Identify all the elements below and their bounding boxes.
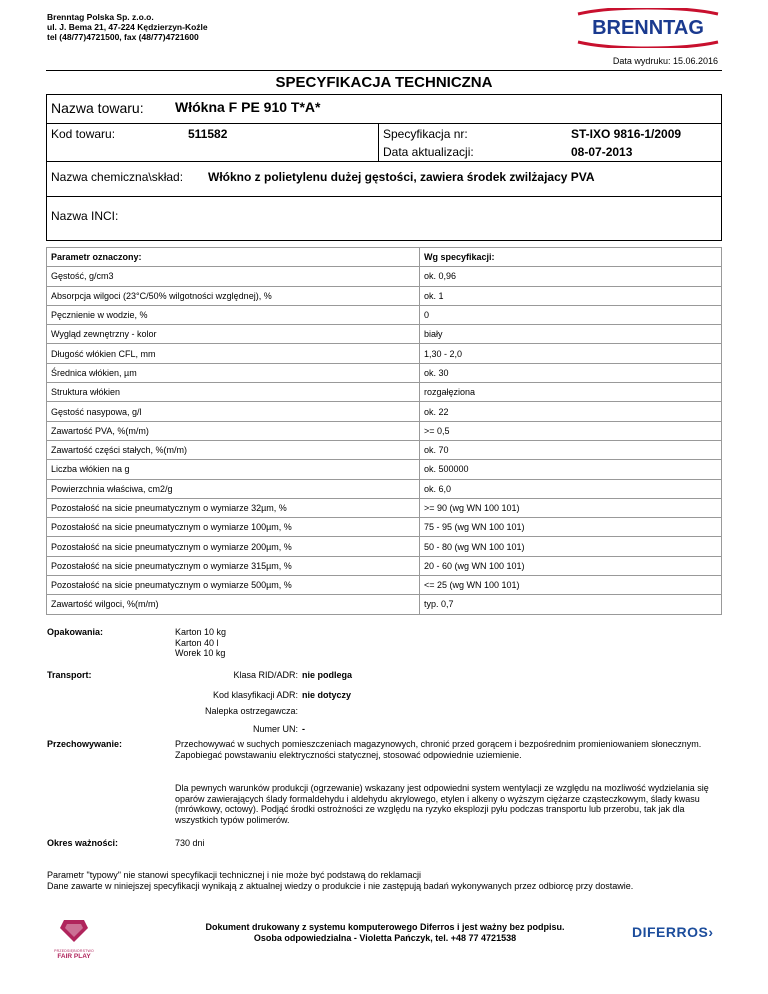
fair-play-text: FAIR PLAY: [57, 953, 91, 960]
table-row: [47, 325, 722, 344]
validity-label: Okres ważności:: [47, 838, 119, 848]
footer-line-1: Dokument drukowany z systemu komputerowego Diferros i jest ważny bez podpisu.: [205, 922, 565, 932]
print-date: Data wydruku: 15.06.2016: [612, 56, 718, 66]
parameter-cell: Liczba włókien na g: [47, 460, 420, 479]
update-date-value: 08-07-2013: [571, 145, 633, 159]
specification-cell: 20 - 60 (wg WN 100 101): [420, 556, 722, 575]
parameter-cell: Pozostałość na sicie pneumatycznym o wymiarze 32µm, %: [47, 498, 420, 517]
table-row: [47, 576, 722, 595]
document-title: SPECYFIKACJA TECHNICZNA: [275, 74, 493, 91]
parameter-cell: Gęstość nasypowa, g/l: [47, 402, 420, 421]
table-row: [47, 383, 722, 402]
table-row: [47, 537, 722, 556]
specification-cell: 1,30 - 2,0: [420, 344, 722, 363]
chemical-name-label: Nazwa chemiczna\skład:: [51, 170, 184, 184]
adr-code-label: Kod klasyfikacji ADR:: [212, 690, 298, 700]
warning-label-label: Nalepka ostrzegawcza:: [204, 706, 298, 716]
specification-cell: biały: [420, 325, 722, 344]
specification-cell: ok. 22: [420, 402, 722, 421]
table-row: [47, 402, 722, 421]
inci-label: Nazwa INCI:: [51, 209, 119, 223]
specification-cell: ok. 70: [420, 440, 722, 459]
table-row: [47, 556, 722, 575]
specification-cell: >= 0,5: [420, 421, 722, 440]
packaging-item: Karton 10 kg: [175, 627, 227, 637]
storage-paragraph-1: Przechowywać w suchych pomieszczeniach magazynowych, chronić przed gorącem i bezpośrednim promieniowaniem słonecznym. Zapobiegać powstawaniu elektryczności statycznej, stosować odpowiednie uziemienie.: [175, 739, 702, 760]
product-code-box: [46, 123, 722, 162]
company-phone: tel (48/77)4721500, fax (48/77)4721600: [47, 32, 199, 42]
code-box-divider: [378, 124, 379, 161]
company-name: Brenntag Polska Sp. z.o.o.: [47, 12, 154, 22]
fair-play-logo: [50, 918, 98, 968]
storage-label: Przechowywanie:: [47, 739, 123, 749]
product-code-label: Kod towaru:: [51, 127, 116, 141]
packaging-item: Karton 40 l: [175, 637, 219, 648]
table-row: [47, 286, 722, 305]
footer-line-2: Osoba odpowiedzialna - Violetta Pańczyk, tel. +48 77 4721538: [253, 933, 517, 943]
table-row: [47, 460, 722, 479]
specification-cell: 0: [420, 305, 722, 324]
header-specification: Wg specyfikacji:: [420, 248, 722, 267]
parameter-cell: Gęstość, g/cm3: [47, 267, 420, 286]
update-date-label: Data aktualizacji:: [383, 145, 474, 159]
diferros-text: DIFERROS: [632, 924, 709, 940]
parameter-cell: Średnica włókien, µm: [47, 363, 420, 382]
parameter-cell: Długość włókien CFL, mm: [47, 344, 420, 363]
parameter-cell: Pozostałość na sicie pneumatycznym o wymiarze 100µm, %: [47, 518, 420, 537]
specification-cell: ok. 6,0: [420, 479, 722, 498]
product-name-value: Włókna F PE 910 T*A*: [175, 99, 321, 115]
specification-cell: ok. 500000: [420, 460, 722, 479]
company-info: [47, 12, 208, 42]
table-row: [47, 518, 722, 537]
specification-cell: ok. 0,96: [420, 267, 722, 286]
diferros-arrow-icon: ›: [708, 924, 714, 940]
product-code-value: 511582: [188, 127, 228, 141]
transport-label: Transport:: [47, 670, 92, 680]
un-number-value: -: [302, 724, 305, 734]
product-name-label: Nazwa towaru:: [51, 100, 144, 116]
parameter-cell: Zawartość PVA, %(m/m): [47, 421, 420, 440]
product-name-box: [46, 94, 722, 124]
adr-code-value: nie dotyczy: [302, 690, 352, 700]
chemical-name-box: [46, 161, 722, 197]
table-row: [47, 267, 722, 286]
logo-text: BRENNTAG: [592, 17, 704, 39]
rid-class-label: Klasa RID/ADR:: [233, 670, 298, 680]
parameter-cell: Zawartość wilgoci, %(m/m): [47, 595, 420, 614]
specification-cell: ok. 1: [420, 286, 722, 305]
notes: [47, 870, 727, 891]
specification-cell: ok. 30: [420, 363, 722, 382]
table-row: [47, 363, 722, 382]
packaging-item: Worek 10 kg: [175, 648, 226, 658]
spec-number-value: ST-IXO 9816-1/2009: [571, 127, 682, 141]
fair-play-small-text: PRZEDSIĘBIORSTWO: [54, 949, 94, 953]
specification-cell: rozgałęziona: [420, 383, 722, 402]
storage-paragraph-2: Dla pewnych warunków produkcji (ogrzewanie) wskazany jest odpowiedni system wentylacji ze względu na mozliwość wydzielania się oparów zawierających ślady formaldehydu i aldehydu akrylowego, etylen i alkeny o wyższym ciężarze cząsteczkowym, ślady kwasu (mrówkowy, octowy). Podjąć środki ostrożności ze względu na ryzyko eksplozji pyłu podczas transportu lub przerobu, tak jak dla wszystkich typów polimerów.: [175, 783, 709, 825]
parameter-cell: Wygląd zewnętrzny - kolor: [47, 325, 420, 344]
chemical-name-value: Włókno z polietylenu dużej gęstości, zawiera środek zwilżajacy PVA: [208, 170, 595, 184]
parameter-cell: Pozostałość na sicie pneumatycznym o wymiarze 500µm, %: [47, 576, 420, 595]
specification-cell: <= 25 (wg WN 100 101): [420, 576, 722, 595]
parameter-cell: Zawartość części stałych, %(m/m): [47, 440, 420, 459]
parameter-cell: Pozostałość na sicie pneumatycznym o wymiarze 200µm, %: [47, 537, 420, 556]
fair-play-emblem-icon: [50, 918, 98, 944]
table-row: [47, 440, 722, 459]
diferros-logo: [632, 924, 714, 940]
note-data: Dane zawarte w niniejszej specyfikacji wynikają z aktualnej wiedzy o produkcie i nie zastępują badań wykonywanych przez odbiorcę przy dostawie.: [47, 880, 634, 891]
validity-value: 730 dni: [175, 838, 205, 848]
header-divider: [46, 70, 722, 71]
packaging-label: Opakowania:: [47, 627, 104, 637]
table-row: [47, 305, 722, 324]
specification-cell: 50 - 80 (wg WN 100 101): [420, 537, 722, 556]
table-row: [47, 421, 722, 440]
parameter-cell: Struktura włókien: [47, 383, 420, 402]
parameter-cell: Pozostałość na sicie pneumatycznym o wymiarze 315µm, %: [47, 556, 420, 575]
brenntag-logo: [572, 8, 724, 48]
parameters-table: [46, 247, 722, 615]
inci-box: [46, 196, 722, 241]
specification-cell: >= 90 (wg WN 100 101): [420, 498, 722, 517]
header-parameter: Parametr oznaczony:: [47, 248, 420, 267]
footer-text: [170, 922, 600, 944]
specification-cell: typ. 0,7: [420, 595, 722, 614]
spec-number-label: Specyfikacja nr:: [383, 127, 468, 141]
parameter-cell: Powierzchnia właściwa, cm2/g: [47, 479, 420, 498]
table-row: [47, 498, 722, 517]
table-row: [47, 479, 722, 498]
note-typical: Parametr "typowy" nie stanowi specyfikacji technicznej i nie może być podstawą do reklamacji: [47, 870, 422, 880]
company-address: ul. J. Bema 21, 47-224 Kędzierzyn-Koźle: [47, 22, 208, 32]
parameter-cell: Absorpcja wilgoci (23°C/50% wilgotności względnej), %: [47, 286, 420, 305]
parameter-cell: Pęcznienie w wodzie, %: [47, 305, 420, 324]
un-number-label: Numer UN:: [252, 724, 298, 734]
packaging-list: [175, 627, 226, 659]
table-row: [47, 344, 722, 363]
rid-class-value: nie podlega: [302, 670, 353, 680]
table-header-row: [47, 248, 722, 267]
specification-cell: 75 - 95 (wg WN 100 101): [420, 518, 722, 537]
table-row: [47, 595, 722, 614]
